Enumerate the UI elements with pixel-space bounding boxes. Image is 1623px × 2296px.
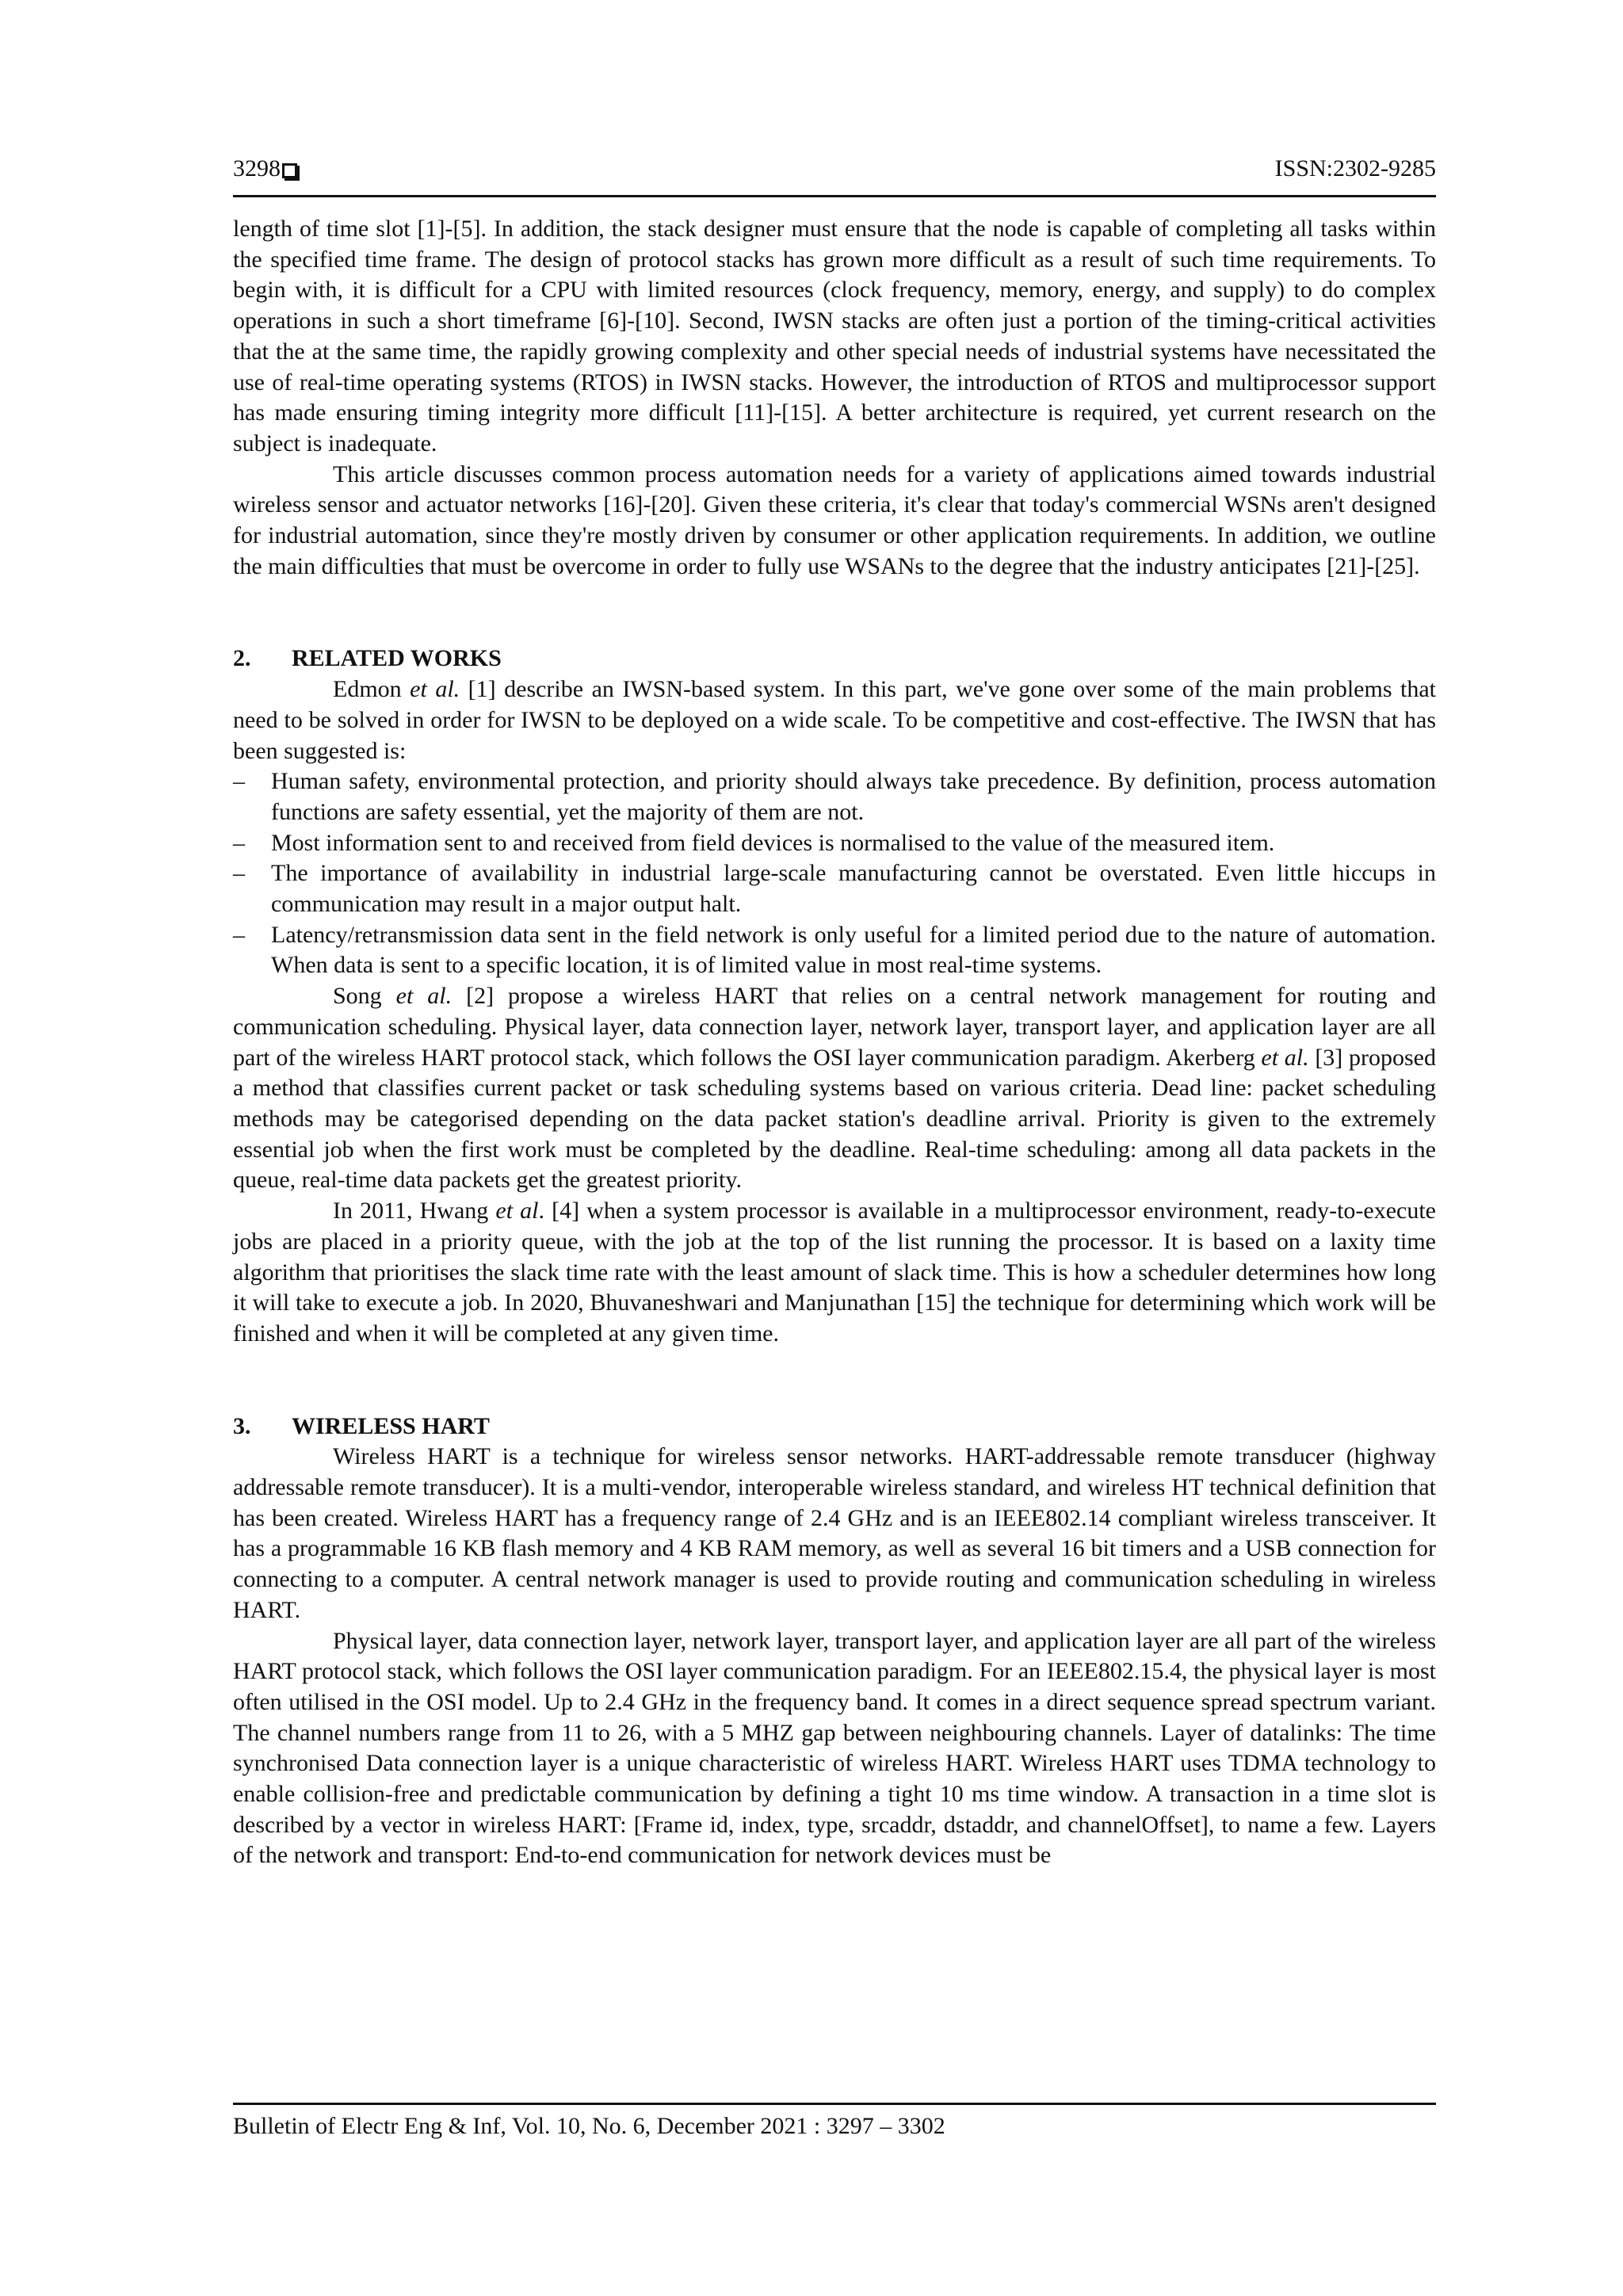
section-title: RELATED WORKS	[292, 645, 502, 672]
related-works-paragraph-1	[233, 674, 1436, 766]
paragraph-text: . [4] when a system processor is available in a multiprocessor environment, ready-to-execute jobs are placed in a priority queue, with the job at the top of the list running the processor. It is based on a laxity time algorithm that prioritises the slack time rate with the least amount of slack time. This is how a scheduler determines how long it will take to execute a job. In 2020, Bhuvaneshwari and Manjunathan [15] the technique for determining which work will be finished and when it will be completed at any given time.	[233, 1198, 1436, 1347]
author-name: Edmon	[333, 676, 402, 703]
running-footer	[233, 2103, 1436, 2140]
intro-paragraph-1: length of time slot [1]-[5]. In addition, the stack designer must ensure that the node is capable of completing all tasks within the specified time frame. The design of protocol stacks has grown more difficult as a result of such time requirements. To begin with, it is difficult for a CPU with limited resources (clock frequency, memory, energy, and supply) to do complex operations in such a short timeframe [6]-[10]. Second, IWSN stacks are often just a portion of the timing-critical activities that the at the same time, the rapidly growing complexity and other special needs of industrial systems have necessitated the use of real-time operating systems (RTOS) in IWSN stacks. However, the introduction of RTOS and multiprocessor support has made ensuring timing integrity more difficult [11]-[15]. A better architecture is required, yet current research on the subject is inadequate.	[233, 216, 1436, 457]
requirements-list	[233, 766, 1436, 981]
paragraph-text: [2] propose a wireless HART that relies on a central network management for routing and communication scheduling. Physical layer, data connection layer, network layer, transport layer, and application layer are all part of the wireless HART protocol stack, which follows the OSI layer communication paradigm. Akerberg	[233, 983, 1436, 1071]
issn: ISSN:2302-9285	[1274, 155, 1436, 181]
list-item: – Latency/retransmission data sent in the field network is only useful for a limited period due to the nature of automation. When data is sent to a specific location, it is of limited value in most real-time systems.	[233, 920, 1436, 981]
list-item: – Human safety, environmental protection, and priority should always take precedence. By definition, process automation functions are safety essential, yet the majority of them are not.	[233, 766, 1436, 827]
paragraph-text: Song	[333, 983, 396, 1010]
paragraph-text: [1] describe an IWSN-based system. In this part, we've gone over some of the main problems that need to be solved in order for IWSN to be deployed on a wide scale. To be competitive and cost-effective. The IWSN that has been suggested is:	[233, 676, 1436, 764]
list-item: – The importance of availability in industrial large-scale manufacturing cannot be overstated. Even little hiccups in communication may result in a major output halt.	[233, 858, 1436, 919]
section-heading-wireless-hart	[233, 1412, 1436, 1442]
header-left	[233, 155, 297, 182]
section-heading-related-works	[233, 644, 1436, 674]
section-title: WIRELESS HART	[292, 1412, 490, 1439]
paragraph-text: [3] proposed a method that classifies current packet or task scheduling systems based on various criteria. Dead line: packet scheduling methods may be categorised depending on the data packet station's deadline arrival. Priority is given to the extremely essential job when the first work must be completed by the deadline. Real-time scheduling: among all data packets in the queue, real-time data packets get the greatest priority.	[233, 1044, 1436, 1194]
section-number: 2.	[233, 645, 251, 672]
et-al: et al.	[1261, 1044, 1309, 1071]
et-al: et al.	[395, 983, 453, 1010]
et-al: et al	[495, 1198, 539, 1224]
et-al: et al.	[410, 676, 460, 703]
related-works-paragraph-3	[233, 1196, 1436, 1350]
wireless-hart-paragraph-1: Wireless HART is a technique for wireless sensor networks. HART-addressable remote transducer (highway addressable remote transducer). It is a multi-vendor, interoperable wireless standard, and wireless HT technical definition that has been created. Wireless HART has a frequency range of 2.4 GHz and is an IEEE802.14 compliant wireless transceiver. It has a programmable 16 KB flash memory and 4 KB RAM memory, as well as several 16 bit timers and a USB connection for connecting to a computer. A central network manager is used to provide routing and communication scheduling in wireless HART.	[233, 1443, 1436, 1623]
related-works-paragraph-2	[233, 981, 1436, 1196]
running-header	[233, 155, 1436, 197]
wireless-hart-paragraph-2: Physical layer, data connection layer, network layer, transport layer, and application layer are all part of the wireless HART protocol stack, which follows the OSI layer communication paradigm. For an IEEE802.15.4, the physical layer is most often utilised in the OSI model. Up to 2.4 GHz in the frequency band. It comes in a direct sequence spread spectrum variant. The channel numbers range from 11 to 26, with a 5 MHZ gap between neighbouring channels. Layer of datalinks: The time synchronised Data connection layer is a unique characteristic of wireless HART. Wireless HART uses TDMA technology to enable collision-free and predictable communication by defining a tight 10 ms time window. A transaction in a time slot is described by a vector in wireless HART: [Frame id, index, type, srcaddr, dstaddr, and channelOffset], to name a few. Layers of the network and transport: End-to-end communication for network devices must be	[233, 1627, 1436, 1869]
journal-citation: Bulletin of Electr Eng & Inf, Vol. 10, No. 6, December 2021 : 3297 – 3302	[233, 2113, 945, 2139]
article-body	[233, 214, 1436, 1871]
section-number: 3.	[233, 1412, 251, 1439]
intro-paragraph-2: This article discusses common process automation needs for a variety of applications aimed towards industrial wireless sensor and actuator networks [16]-[20]. Given these criteria, it's clear that today's commercial WSNs aren't designed for industrial automation, since they're mostly driven by consumer or other application requirements. In addition, we outline the main difficulties that must be overcome in order to fully use WSANs to the degree that the industry anticipates [21]-[25].	[233, 460, 1436, 579]
list-item: – Most information sent to and received from field devices is normalised to the value of the measured item.	[233, 828, 1436, 859]
paragraph-text: In 2011, Hwang	[333, 1198, 496, 1224]
page-number: 3298	[233, 155, 281, 181]
page-box-icon	[282, 163, 297, 178]
